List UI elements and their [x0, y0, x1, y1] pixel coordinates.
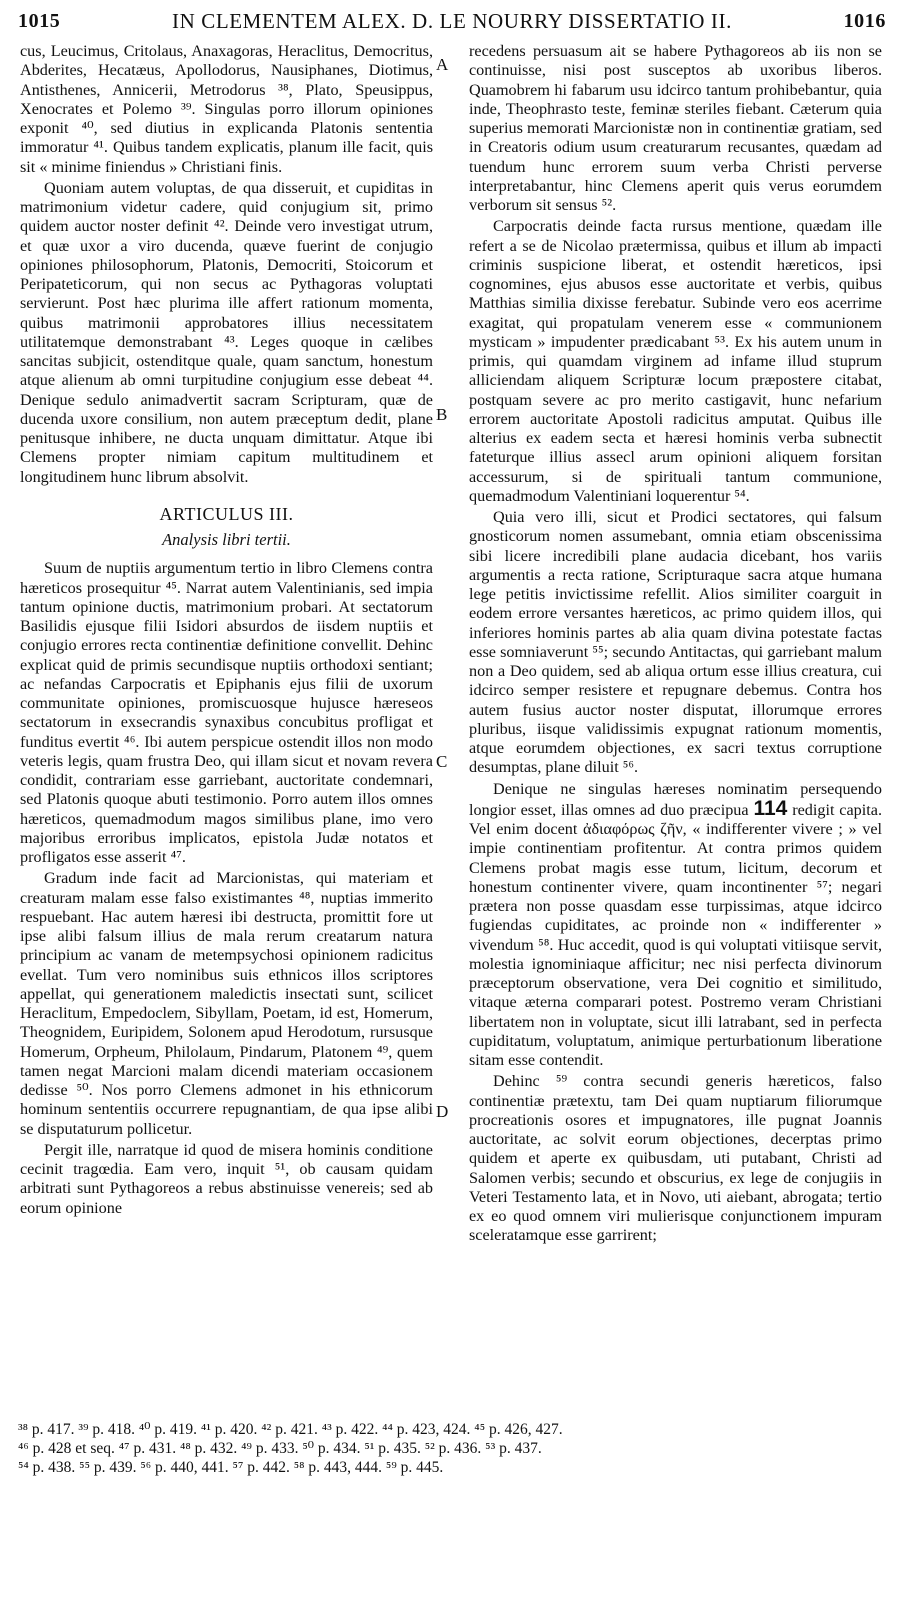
paragraph: Suum de nuptiis argumentum tertio in libro Clemens contra hæreticos prosequitur ⁴⁵. Narrat autem Valentinianis, sed impia tantum opinione ductis, matrimonium probari. At sectatorum Basilidis ejusque filii Isidori absurdos de iisdem nuptiis et conjugio errores recta continentiæ definitione convellit. Dehinc explicat quid de primis secundisque nuptiis orthodoxi sentiant; ac nefandas Carpocratis et Epiphanis ejus filii de uxorum communitate opiniones, promiscuosque hujusce hæreseos sectatorum in exsecrandis synaxibus concubitus profligat et funditus evertit ⁴⁶. Ibi autem perspicue ostendit illos non modo veteris legis, quam frustra Deo, qui illam sicut et novam revera condidit, contrariam esse garriebant, auctoritate condemnari, sed Platonis quoque abuti testimonio. Porro autem illos omnes hæreticos, quemadmodum magos similibus plane, imo vero majoribus erroribus implicatos, epistola Judæ notatos et profligatos esse asserit ⁴⁷.: [20, 559, 433, 866]
article-heading: ARTICULUS III.: [159, 503, 294, 524]
right-column: [469, 42, 882, 1246]
running-title: IN CLEMENTEM ALEX. D. LE NOURRY DISSERTATIO II.: [172, 8, 732, 33]
margin-letter-c: C: [436, 752, 448, 771]
paragraph-text: Denique ne singulas hæreses nominatim persequendo longior esset, illas omnes ad duo præcipua: [469, 779, 882, 819]
article-subheading: Analysis libri tertii.: [162, 530, 291, 549]
paragraph: recedens persuasum ait se habere Pythagoreos ab iis non se continuisse, nisi post susceptos ab uxoribus liberos. Quamobrem hi fabarum usu idcirco tantum prohibebantur, quia inde, Theophrasto teste, feminæ steriles fiebant. Cæterum quia superius memorati Marcionistæ non in continentiæ gratiam, sed in Creatoris odium usum creaturarum recusantes, quædam ad tuendum hunc errorem suum verba Christi perverse interpretabantur, hinc Clemens aperit quis verus eorumdem verborum sit sensus ⁵².: [469, 42, 882, 214]
paragraph: Quia vero illi, sicut et Prodici sectatores, qui falsum gnosticorum nomen assumebant, omnia etiam obscenissima sibi licere incredibili plane audacia dicebant, hos variis argumentis a recta ratione, Scripturaque sacra atque humana lege petitis invictissime refellit. Alios similiter coarguit in eodem errore versantes hæreticos, ac primo quidem illos, qui inferiores hominis partes ab alia quam divina potestate factas esse somniaverunt ⁵⁵; secundo Antitactas, qui garriebant malum non a Deo quidem, sed ab aliqua ortum esse illius creatura, cui idcirco semper resistere et repugnare debemus. Contra hos autem fusius auctor noster disputat, illorumque errores pluribus, iisque validissimis expugnat rationum momentis, atque eorumdem objectiones, ex sacri textus corruptione desumptas, plane diluit ⁵⁶.: [469, 508, 882, 777]
right-page-number: 1016: [843, 9, 886, 32]
footnotes: [18, 1420, 884, 1477]
left-column: [20, 42, 433, 1246]
paragraph: Dehinc ⁵⁹ contra secundi generis hæreticos, falso continentiæ prætextu, tam Dei quam nuptiarum filiorumque procreationis osores et impugnatores, ille pugnat Joannis auctoritate, ac solvit eorum objectiones, decerptas primo quidem et aperte ex quibusdam, uti putabant, Christi ad Salomen verbis; secundo et obscurius, ex lege de conjugiis in Veteri Testamento lata, et in Novo, uti aiebant, abrogata; tertio ex eo quod omnem viri mulierisque conjunctionem impuram sceleratamque esse garrirent;: [469, 1072, 882, 1245]
paragraph: Pergit ille, narratque id quod de misera hominis conditione cecinit tragœdia. Eam vero, inquit ⁵¹, ob causam quidam arbitrati sunt Pythagoreos a rebus abstinuisse venereis; sed ab eorum opinione: [20, 1140, 433, 1217]
margin-letter-b: B: [436, 405, 448, 424]
paragraph: Gradum inde facit ad Marcionistas, qui materiam et creaturam malam esse falso existimantes ⁴⁸, nuptias immerito respuebant. Hac autem hæresi ibi destructa, promittit fore ut ipse alibi falsum illius de mala rerum creatarum natura principium ac vanam de metempsychosi opinionem radicitus evellat. Tum vero nominibus suis ethnicos illos scriptores appellat, qui generationem maledictis insectati sunt, scilicet Heraclitum, Empedoclem, Sibyllam, Poetam, id est, Homerum, Theognidem, Euripidem, Solonem apud Herodotum, rursusque Homerum, Orpheum, Philolaum, Pindarum, Platonem ⁴⁹, quem tamen negat Marcioni malam dicendi materiam occasionem dedisse ⁵⁰. Nos porro Clemens admonet in his ethnicorum hominum sententiis occurrere repugnantiam, de qua ipse alibi se disputaturum pollicetur.: [20, 869, 433, 1138]
paragraph: [469, 780, 882, 1071]
signature-mark: 114: [753, 796, 788, 820]
footnote-line: ³⁸ p. 417. ³⁹ p. 418. ⁴⁰ p. 419. ⁴¹ p. 420. ⁴² p. 421. ⁴³ p. 422. ⁴⁴ p. 423, 424. ⁴⁵ p. 426, 427.: [18, 1421, 563, 1438]
margin-letter-a: A: [436, 55, 449, 74]
paragraph: Carpocratis deinde facta rursus mentione, quædam ille refert a se de Nicolao prætermissa, quibus et illum ab impacti criminis suspicione liberat, et ostendit hæreticos, ipsi cognomines, ejus abusos esse auctoritate et verbis, quibus Matthias similia dixisse ferebatur. Subinde vero eos acerrime exagitat, qui propatulam venerem esse « communionem mysticam » impudenter prædicabant ⁵³. Ex his autem unum in primis, qui quamdam virginem ad infame illud stuprum alliciendam aliquem Scripturæ locum præpostere citabat, postquam severe ac pro merito castigavit, hunc nefarium errorem auctoritate Apostoli radicitus amputat. Quibus ille alterius ex eadem secta et hæresi hominis verba subnectit fateturque illius assecl arum opinioni aliquem forsitan accessurum, si de spirituali tantum communione, quemadmodum Valentiniani loquerentur ⁵⁴.: [469, 217, 882, 505]
footnote-line: ⁴⁶ p. 428 et seq. ⁴⁷ p. 431. ⁴⁸ p. 432. ⁴⁹ p. 433. ⁵⁰ p. 434. ⁵¹ p. 435. ⁵² p. 436. ⁵³ p. 437.: [18, 1440, 542, 1457]
paragraph: cus, Leucimus, Critolaus, Anaxagoras, Heraclitus, Democritus, Abderites, Hecatæus, Apollodorus, Nausiphanes, Diotimus, Antisthenes, Annicerii, Metrodorus ³⁸, Plato, Speusippus, Xenocrates et Polemo ³⁹. Singulas porro illorum opiniones exponit ⁴⁰, sed diutius in explicanda Platonis sententia immoratur ⁴¹. Quibus tandem explicatis, planum ille facit, quis sit « minime finiendus » Christiani finis.: [20, 42, 433, 176]
left-page-number: 1015: [18, 9, 61, 32]
margin-letter-d: D: [436, 1102, 449, 1121]
paragraph: Quoniam autem voluptas, de qua disseruit, et cupiditas in matrimonium videtur cadere, quid conjugium sit, primo quidem auctor noster definit ⁴². Deinde vero investigat utrum, et quæ uxor a viro ducenda, quæve fuerint de conjugio opiniones philosophorum, Platonis, Democriti, Stoicorum et Peripateticorum, qui non secus ac Pythagoras voluptati servierunt. Post hæc plurima ille affert rationum momenta, quibus matrimonii approbatores illius necessitatem utilitatemque demonstrabant ⁴³. Leges quoque in cælibes sancitas subjicit, ostenditque quale, quam sanctum, honestum atque alienum ab omni turpitudine conjugium esse debeat ⁴⁴. Denique sedulo animadvertit sacram Scripturam, quæ de ducenda uxore consilium, non autem præceptum dedit, plane penitusque inhibere, ne ducta unquam dimittatur. Atque ibi Clemens propter nimiam capitum multitudinem et longitudinem hunc librum absolvit.: [20, 178, 433, 486]
paragraph-text: redigit capita. Vel enim docent ἀδιαφόρως ζῆν, « indifferenter vivere ; » vel impie continentiam profitentur. At contra primos quidem Clemens probat magis esse tutum, licitum, decorum et honestum continenter vivere, quam incontinenter ⁵⁷; negari prætera non posse quasdam esse turpissimas, atque idcirco fugiendas cupiditates, ac proinde non « indifferenter » vivendum ⁵⁸. Huc accedit, quod is qui voluptati vitiisque servit, molestia ignominiaque afficitur; nec nisi perfecta divinorum præceptorum observatione, vera Dei cognitio et similitudo, vitaque æterna comparari potest. Postremo veram Christiani libertatem non in voluptate, sicut illi latrabant, sed in perfecta cupiditatum, voluptatum, animique perturbationum liberatione sitam esse contendit.: [469, 800, 882, 1069]
footnote-line: ⁵⁴ p. 438. ⁵⁵ p. 439. ⁵⁶ p. 440, 441. ⁵⁷ p. 442. ⁵⁸ p. 443, 444. ⁵⁹ p. 445.: [18, 1459, 444, 1476]
text-columns: [20, 42, 882, 1246]
running-header: [18, 4, 886, 38]
